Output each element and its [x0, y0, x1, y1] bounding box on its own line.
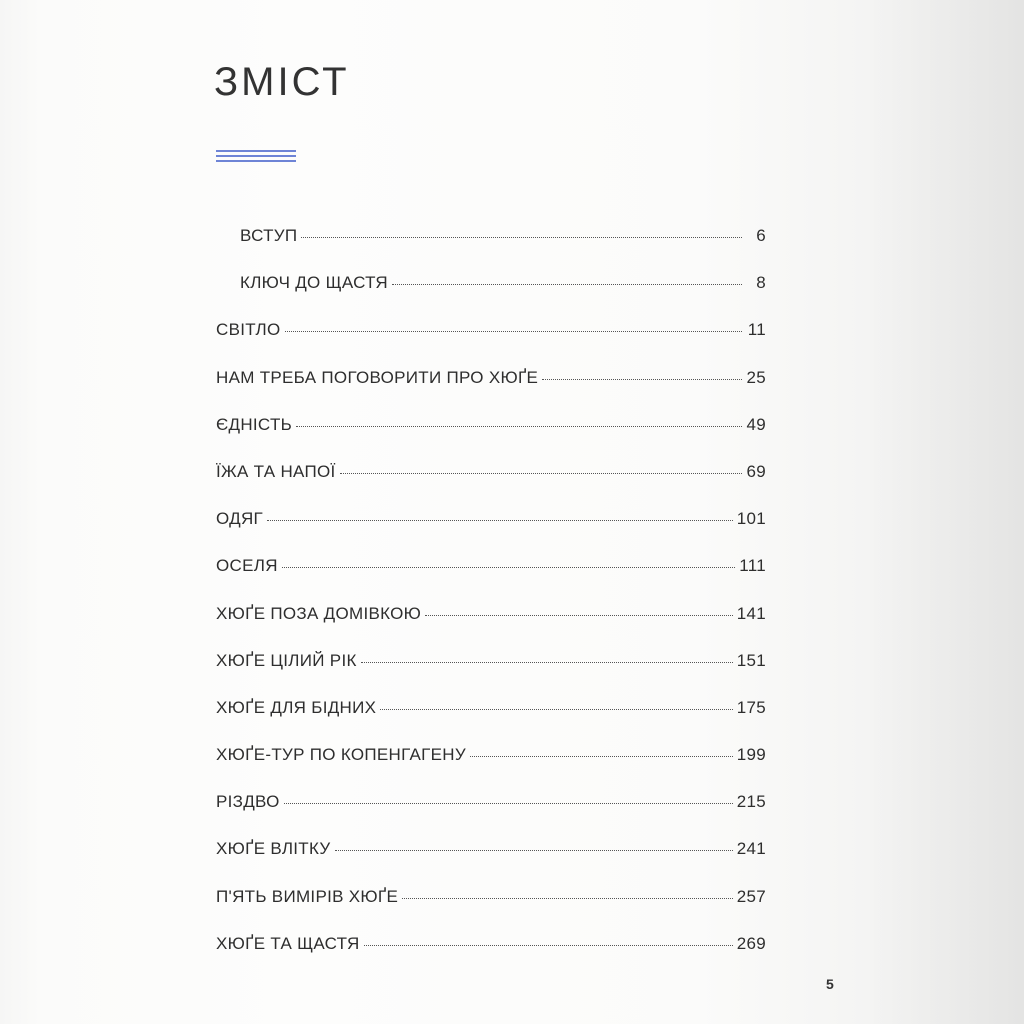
dot-leader — [296, 426, 742, 427]
toc-entry — [216, 415, 766, 462]
toc-entry — [216, 839, 766, 886]
dot-leader — [361, 662, 733, 663]
dot-leader — [284, 803, 733, 804]
toc-entry-page: 49 — [746, 414, 766, 434]
dot-leader — [301, 237, 742, 238]
dot-leader — [402, 898, 733, 899]
dot-leader — [282, 567, 735, 568]
toc-entry — [216, 792, 766, 839]
dot-leader — [364, 945, 733, 946]
dot-leader — [340, 473, 742, 474]
dot-leader — [392, 284, 742, 285]
toc-entry-page: 199 — [736, 745, 766, 765]
toc-entry — [216, 273, 766, 320]
title-accent-rule — [216, 150, 296, 165]
toc-entry-page: 215 — [736, 792, 766, 812]
toc-entry-page: 8 — [756, 273, 766, 293]
toc-entry — [216, 556, 766, 603]
toc-entry — [216, 651, 766, 698]
toc-entry — [216, 226, 766, 273]
accent-line — [216, 160, 296, 162]
toc-entry-title: СВІТЛО — [216, 320, 281, 340]
dot-leader — [285, 331, 742, 332]
toc-entry-title: ХЮҐЕ ЦІЛИЙ РІК — [216, 650, 357, 670]
page-number: 5 — [826, 976, 834, 992]
toc-entry — [216, 509, 766, 556]
toc-entry-page: 141 — [736, 603, 766, 623]
toc-entry-page: 269 — [736, 933, 766, 953]
toc-entry — [216, 887, 766, 934]
toc-entry-page: 257 — [736, 886, 766, 906]
toc-entry-page: 241 — [736, 839, 766, 859]
toc-entry-title: ОСЕЛЯ — [216, 556, 278, 576]
toc-entry-title: П'ЯТЬ ВИМІРІВ ХЮҐЕ — [216, 886, 399, 906]
toc-entry-title: ХЮҐЕ-ТУР ПО КОПЕНГАГЕНУ — [216, 745, 466, 765]
accent-line — [216, 150, 296, 152]
toc-entry-page: 151 — [736, 650, 766, 670]
toc-entry — [216, 745, 766, 792]
table-of-contents — [216, 226, 766, 981]
toc-entry-page: 11 — [747, 320, 766, 340]
toc-entry — [216, 934, 766, 981]
accent-line — [216, 155, 296, 157]
toc-entry-page: 25 — [746, 367, 766, 387]
dot-leader — [542, 379, 742, 380]
toc-entry-title: ЇЖА ТА НАПОЇ — [216, 461, 336, 481]
toc-entry-page: 111 — [739, 556, 766, 576]
toc-entry-title: РІЗДВО — [216, 792, 280, 812]
toc-entry — [216, 604, 766, 651]
toc-entry — [216, 320, 766, 367]
toc-entry — [216, 368, 766, 415]
toc-entry-title: ЄДНІСТЬ — [216, 414, 293, 434]
toc-entry-title: НАМ ТРЕБА ПОГОВОРИТИ ПРО ХЮҐЕ — [216, 367, 539, 387]
toc-entry-title: ХЮҐЕ ВЛІТКУ — [216, 839, 331, 859]
toc-entry-title: ХЮҐЕ ТА ЩАСТЯ — [216, 933, 360, 953]
toc-entry-title: КЛЮЧ ДО ЩАСТЯ — [240, 273, 388, 293]
toc-entry — [216, 462, 766, 509]
page-edge-shadow — [864, 0, 1024, 1024]
toc-entry-page: 69 — [746, 461, 766, 481]
toc-entry-title: ХЮҐЕ ПОЗА ДОМІВКОЮ — [216, 603, 422, 623]
toc-entry-page: 101 — [736, 509, 766, 529]
toc-entry-page: 6 — [756, 226, 766, 245]
toc-entry — [216, 698, 766, 745]
dot-leader — [470, 756, 733, 757]
toc-entry-title: ОДЯГ — [216, 509, 264, 529]
page-title: ЗМІСТ — [214, 60, 350, 104]
dot-leader — [267, 520, 733, 521]
toc-entry-page: 175 — [736, 697, 766, 717]
dot-leader — [335, 850, 733, 851]
toc-entry-title: ХЮҐЕ ДЛЯ БІДНИХ — [216, 697, 377, 717]
dot-leader — [380, 709, 732, 710]
dot-leader — [425, 615, 733, 616]
toc-entry-title: ВСТУП — [240, 226, 298, 245]
